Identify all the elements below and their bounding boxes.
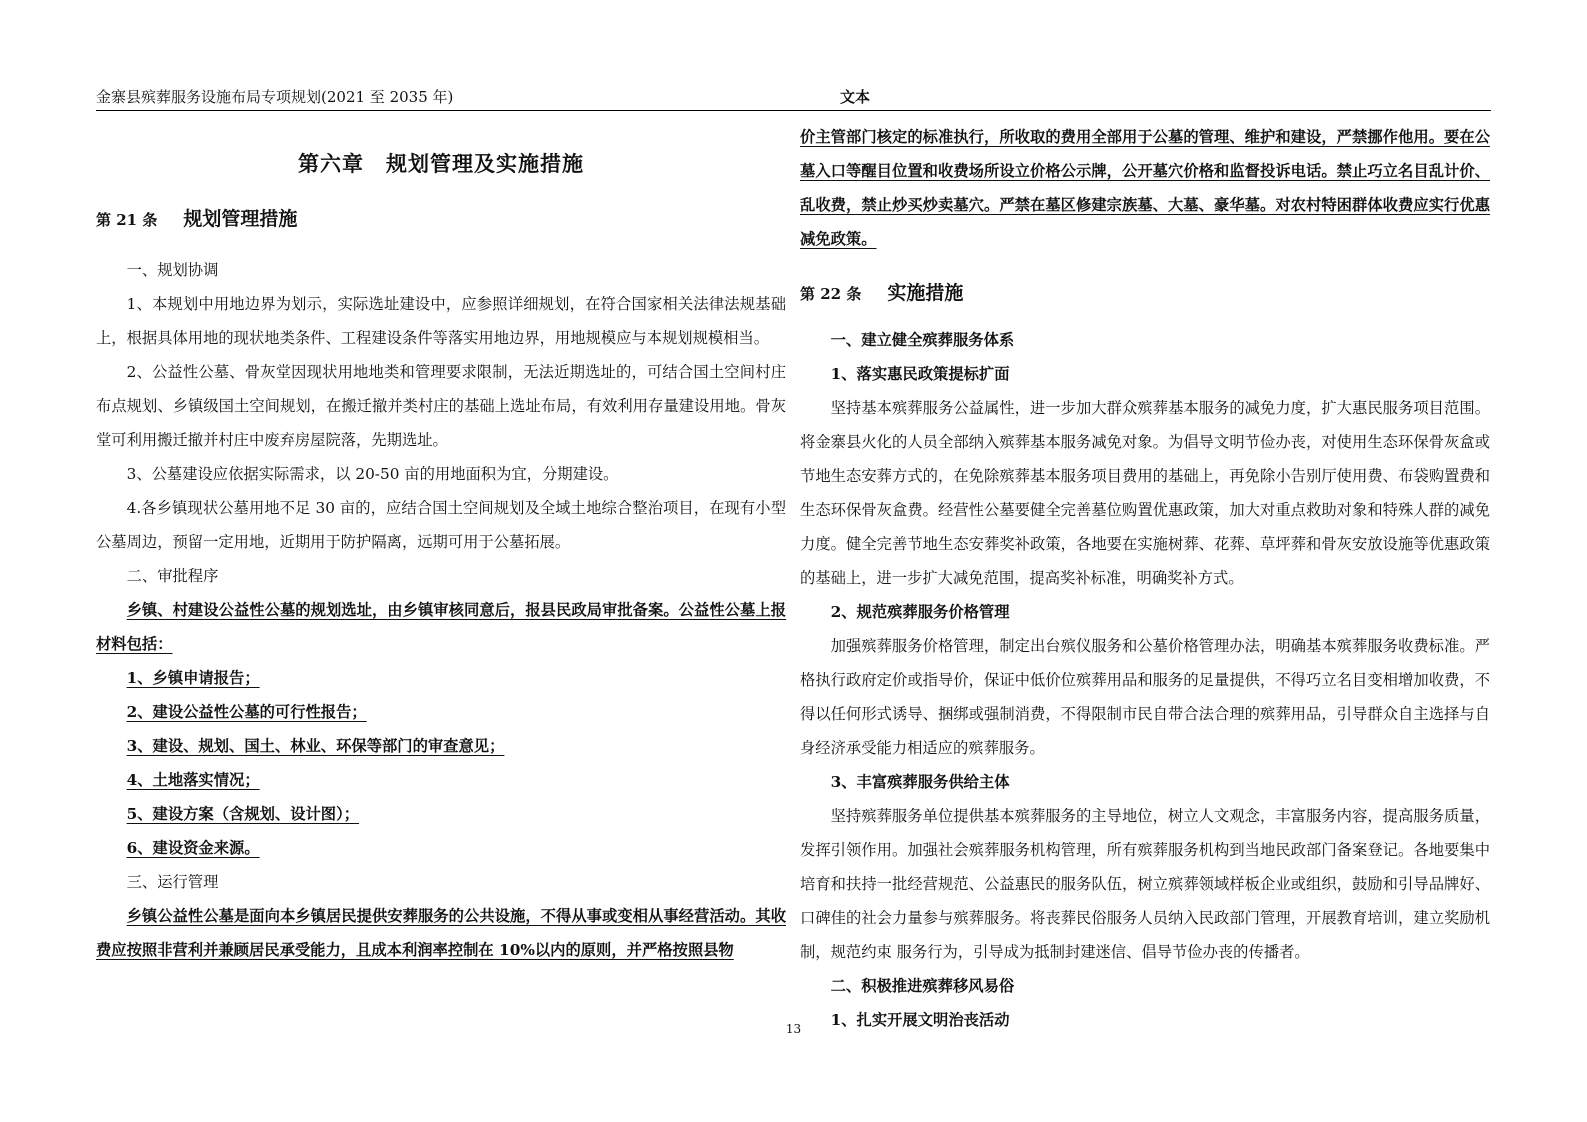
paragraph: 2、公益性公墓、骨灰堂因现状用地地类和管理要求限制，无法近期选址的，可结合国土空间村庄布点规划、乡镇级国土空间规划，在搬迁撤并类村庄的基础上选址布局，有效利用存量建设用地。骨灰堂可利用搬迁撤并村庄中废弃房屋院落，先期选址。 [96, 363, 786, 449]
paragraph: 3、公墓建设应依据实际需求，以 20-50 亩的用地面积为宜，分期建设。 [126, 465, 619, 483]
article-title: 实施措施 [887, 282, 964, 304]
list-item: 5、建设方案（含规划、设计图）； [126, 805, 360, 823]
section-heading: 一、规划协调 [126, 261, 219, 279]
list-item: 6、建设资金来源。 [126, 839, 260, 857]
chapter-title: 第六章 规划管理及实施措施 [298, 151, 584, 176]
section-heading: 二、积极推进殡葬移风易俗 [830, 977, 1015, 995]
header-document-title: 金寨县殡葬服务设施布局专项规划(2021 至 2035 年) [96, 88, 454, 106]
page-number: 13 [785, 1022, 802, 1036]
paragraph: 加强殡葬服务价格管理，制定出台殡仪服务和公墓价格管理办法，明确基本殡葬服务收费标准。严格执行政府定价或指导价，保证中低价位殡葬用品和服务的足量提供，不得巧立名目变相增加收费，不得以任何形式诱导、捆绑或强制消费，不得限制市民自带合法合理的殡葬用品，引导群众自主选择与自身经济承受能力相适应的殡葬服务。 [800, 637, 1490, 757]
list-item: 1、乡镇申请报告； [126, 669, 260, 687]
article-title: 规划管理措施 [183, 208, 298, 230]
paragraph-emphasis: 乡镇公益性公墓是面向本乡镇居民提供安葬服务的公共设施，不得从事或变相从事经营活动。其收费应按照非营利并兼顾居民承受能力，且成本利润率控制在 10%以内的原则，并严格按照县物 [96, 907, 786, 959]
subsection-heading: 2、规范殡葬服务价格管理 [830, 603, 1010, 621]
list-item: 2、建设公益性公墓的可行性报告； [126, 703, 367, 721]
article-number: 第 22 条 [800, 285, 862, 303]
paragraph: 坚持基本殡葬服务公益属性，进一步加大群众殡葬基本服务的减免力度，扩大惠民服务项目范围。将金寨县火化的人员全部纳入殡葬基本服务减免对象。为倡导文明节俭办丧，对使用生态环保骨灰盒或节地生态安葬方式的，在免除殡葬基本服务项目费用的基础上，再免除小告别厅使用费、布袋购置费和生态环保骨灰盒费。经营性公墓要健全完善墓位购置优惠政策，加大对重点救助对象和特殊人群的减免力度。健全完善节地生态安葬奖补政策，各地要在实施树葬、花葬、草坪葬和骨灰安放设施等优惠政策的基础上，进一步扩大减免范围，提高奖补标准，明确奖补方式。 [800, 399, 1490, 587]
paragraph-emphasis: 乡镇、村建设公益性公墓的规划选址，由乡镇审核同意后，报县民政局审批备案。公益性公墓上报材料包括： [96, 601, 786, 653]
article-21-heading [96, 204, 786, 231]
list-item: 4、土地落实情况； [126, 771, 260, 789]
section-heading: 二、审批程序 [126, 567, 219, 585]
subsection-heading: 3、丰富殡葬服务供给主体 [830, 773, 1010, 791]
paragraph: 1、本规划中用地边界为划示，实际选址建设中，应参照详细规划，在符合国家相关法律法规基础上，根据具体用地的现状地类条件、工程建设条件等落实用地边界，用地规模应与本规划规模相当。 [96, 295, 786, 347]
paragraph-emphasis-continued: 价主管部门核定的标准执行，所收取的费用全部用于公墓的管理、维护和建设，严禁挪作他用。要在公墓入口等醒目位置和收费场所设立价格公示牌，公开墓穴价格和监督投诉电话。禁止巧立名目乱计价、乱收费，禁止炒买炒卖墓穴。严禁在墓区修建宗族墓、大墓、豪华墓。对农村特困群体收费应实行优惠减免政策。 [800, 128, 1490, 248]
subsection-heading: 1、扎实开展文明治丧活动 [830, 1011, 1010, 1029]
section-heading: 一、建立健全殡葬服务体系 [830, 331, 1015, 349]
page-header [96, 86, 1491, 111]
left-column [96, 120, 786, 967]
list-item: 3、建设、规划、国土、林业、环保等部门的审查意见； [126, 737, 505, 755]
article-22-heading [800, 278, 1490, 305]
header-section-label: 文本 [840, 88, 871, 106]
paragraph: 4.各乡镇现状公墓用地不足 30 亩的，应结合国土空间规划及全域土地综合整治项目，在现有小型公墓周边，预留一定用地，近期用于防护隔离，远期可用于公墓拓展。 [96, 499, 786, 551]
article-number: 第 21 条 [96, 211, 158, 229]
subsection-heading: 1、落实惠民政策提标扩面 [830, 365, 1010, 383]
section-heading: 三、运行管理 [126, 873, 219, 891]
paragraph: 坚持殡葬服务单位提供基本殡葬服务的主导地位，树立人文观念，丰富服务内容，提高服务质量，发挥引领作用。加强社会殡葬服务机构管理，所有殡葬服务机构到当地民政部门备案登记。各地要集中培育和扶持一批经营规范、公益惠民的服务队伍，树立殡葬领域样板企业或组织，鼓励和引导品牌好、口碑佳的社会力量参与殡葬服务。将丧葬民俗服务人员纳入民政部门管理，开展教育培训，建立奖励机制，规范约束 服务行为，引导成为抵制封建迷信、倡导节俭办丧的传播者。 [800, 807, 1490, 961]
right-column [800, 120, 1490, 1037]
